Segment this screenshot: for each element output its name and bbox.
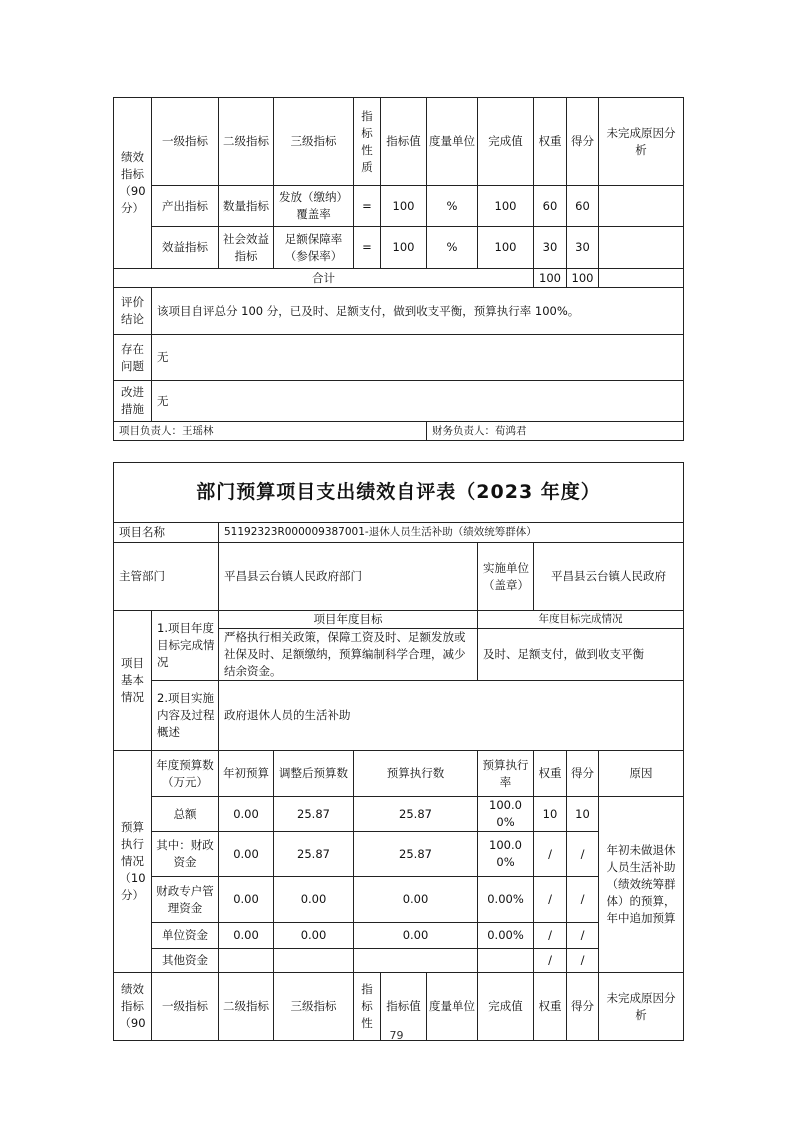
completion-text: 及时、足额支付，做到收支平衡 — [478, 629, 684, 681]
table-row — [114, 949, 684, 973]
impl-label: 实施单位（盖章） — [478, 543, 534, 611]
table-row — [114, 797, 684, 832]
cell: 0.00 — [219, 797, 274, 832]
header-cell: 未完成原因分析 — [599, 973, 684, 1041]
header-cell: 三级指标 — [274, 973, 354, 1041]
cell: / — [567, 832, 599, 877]
cell: / — [534, 877, 567, 923]
header-cell: 二级指标 — [219, 973, 274, 1041]
header-cell: 完成值 — [478, 98, 534, 186]
cell: 社会效益指标 — [219, 227, 274, 269]
cell: 25.87 — [354, 797, 478, 832]
header-cell: 预算执行率 — [478, 751, 534, 797]
header-cell: 年度预算数（万元） — [152, 751, 219, 797]
header-cell: 预算执行数 — [354, 751, 478, 797]
cell — [599, 186, 684, 227]
issues-row — [114, 335, 684, 381]
header-cell: 度量单位 — [427, 973, 478, 1041]
header-cell: 权重 — [534, 973, 567, 1041]
cell: 其他资金 — [152, 949, 219, 973]
cell: = — [354, 186, 381, 227]
cell: 数量指标 — [219, 186, 274, 227]
cell — [478, 949, 534, 973]
goal-text: 严格执行相关政策，保障工资及时、足额发放或社保及时、足额缴纳，预算编制科学合理，减少结余资金。 — [219, 629, 478, 681]
indicator-header-row — [114, 98, 684, 186]
cell: 25.87 — [274, 797, 354, 832]
header-cell: 年初预算 — [219, 751, 274, 797]
cell: / — [567, 949, 599, 973]
form-title: 部门预算项目支出绩效自评表（2023 年度） — [114, 463, 684, 523]
header-cell: 权重 — [534, 751, 567, 797]
page-number: 79 — [389, 1029, 404, 1042]
table-row — [114, 877, 684, 923]
measures-label: 改进措施 — [114, 381, 152, 422]
cell: 10 — [534, 797, 567, 832]
issues-text: 无 — [152, 335, 684, 381]
cell — [599, 269, 684, 288]
table-row — [114, 923, 684, 949]
cell: 0.00 — [354, 877, 478, 923]
cell — [219, 949, 274, 973]
completion-header: 年度目标完成情况 — [478, 611, 684, 629]
budget-section-label: 预算执行情况（10分） — [114, 751, 152, 973]
cell — [354, 949, 478, 973]
dept-label: 主管部门 — [114, 543, 219, 611]
cell: 0.00 — [219, 877, 274, 923]
perf-section-label: 绩效指标（90 — [114, 973, 152, 1041]
header-cell: 完成值 — [478, 973, 534, 1041]
project-lead: 项目负责人：王瑶林 — [114, 422, 427, 441]
header-cell: 原因 — [599, 751, 684, 797]
cell: 100 — [381, 186, 427, 227]
header-cell: 指标值 — [381, 973, 427, 1041]
cell: 产出指标 — [152, 186, 219, 227]
cell: 足额保障率（参保率） — [274, 227, 354, 269]
content-label: 2.项目实施内容及过程概述 — [152, 681, 219, 751]
cell: 30 — [567, 227, 599, 269]
goal-header: 项目年度目标 — [219, 611, 478, 629]
cell: 30 — [534, 227, 567, 269]
cell: 0.00 — [219, 832, 274, 877]
cell: 25.87 — [354, 832, 478, 877]
cell: 0.00 — [274, 923, 354, 949]
goal-label: 1.项目年度目标完成情况 — [152, 611, 219, 681]
header-cell: 得分 — [567, 973, 599, 1041]
header-cell: 一级指标 — [152, 973, 219, 1041]
cell: / — [567, 923, 599, 949]
cell: % — [427, 186, 478, 227]
cell: 60 — [534, 186, 567, 227]
cell: 100.00% — [478, 797, 534, 832]
cell: 60 — [567, 186, 599, 227]
conclusion-row — [114, 288, 684, 335]
header-cell: 得分 — [567, 751, 599, 797]
cell: / — [534, 949, 567, 973]
signature-row — [114, 422, 684, 441]
cell: 100.00% — [478, 832, 534, 877]
performance-indicator-table — [113, 97, 684, 441]
reason-text: 年初未做退休人员生活补助（绩效统筹群体）的预算，年中追加预算 — [599, 797, 684, 973]
table-row — [114, 186, 684, 227]
header-cell: 三级指标 — [274, 98, 354, 186]
total-weight: 100 — [534, 269, 567, 288]
header-cell: 指标值 — [381, 98, 427, 186]
cell: 100 — [478, 186, 534, 227]
cell: 单位资金 — [152, 923, 219, 949]
conclusion-label: 评价结论 — [114, 288, 152, 335]
total-score: 100 — [567, 269, 599, 288]
cell: 发放（缴纳）覆盖率 — [274, 186, 354, 227]
project-name: 51192323R000009387001-退休人员生活补助（绩效统筹群体） — [219, 523, 684, 543]
measures-text: 无 — [152, 381, 684, 422]
dept-value: 平昌县云台镇人民政府部门 — [219, 543, 478, 611]
cell: 0.00% — [478, 877, 534, 923]
header-cell: 一级指标 — [152, 98, 219, 186]
cell: 财政专户管理资金 — [152, 877, 219, 923]
conclusion-text: 该项目自评总分 100 分，已及时、足额支付，做到收支平衡，预算执行率 100%。 — [152, 288, 684, 335]
header-cell: 得分 — [567, 98, 599, 186]
total-row — [114, 269, 684, 288]
header-cell: 权重 — [534, 98, 567, 186]
cell: % — [427, 227, 478, 269]
self-evaluation-form — [113, 462, 684, 1041]
header-cell: 度量单位 — [427, 98, 478, 186]
cell: 总额 — [152, 797, 219, 832]
header-cell: 指标性质 — [354, 98, 381, 186]
cell: / — [534, 923, 567, 949]
cell: 0.00 — [354, 923, 478, 949]
cell: / — [534, 832, 567, 877]
cell: / — [567, 877, 599, 923]
cell — [599, 227, 684, 269]
finance-lead: 财务负责人：荀鸿君 — [427, 422, 684, 441]
cell: = — [354, 227, 381, 269]
cell: 10 — [567, 797, 599, 832]
header-cell: 二级指标 — [219, 98, 274, 186]
content-text: 政府退休人员的生活补助 — [219, 681, 684, 751]
cell: 0.00 — [219, 923, 274, 949]
table-row — [114, 832, 684, 877]
cell: 0.00% — [478, 923, 534, 949]
budget-header-row — [114, 751, 684, 797]
total-label: 合计 — [114, 269, 534, 288]
section-label: 绩效指标（90分） — [114, 98, 152, 269]
cell: 其中：财政资金 — [152, 832, 219, 877]
measures-row — [114, 381, 684, 422]
impl-value: 平昌县云台镇人民政府 — [534, 543, 684, 611]
cell: 100 — [381, 227, 427, 269]
cell: 效益指标 — [152, 227, 219, 269]
project-name-label: 项目名称 — [114, 523, 219, 543]
cell — [274, 949, 354, 973]
issues-label: 存在问题 — [114, 335, 152, 381]
basic-label: 项目基本情况 — [114, 611, 152, 751]
cell: 0.00 — [274, 877, 354, 923]
header-cell: 调整后预算数 — [274, 751, 354, 797]
cell: 100 — [478, 227, 534, 269]
cell: 25.87 — [274, 832, 354, 877]
header-cell: 指标性 — [354, 973, 381, 1041]
table-row — [114, 227, 684, 269]
header-cell: 未完成原因分析 — [599, 98, 684, 186]
